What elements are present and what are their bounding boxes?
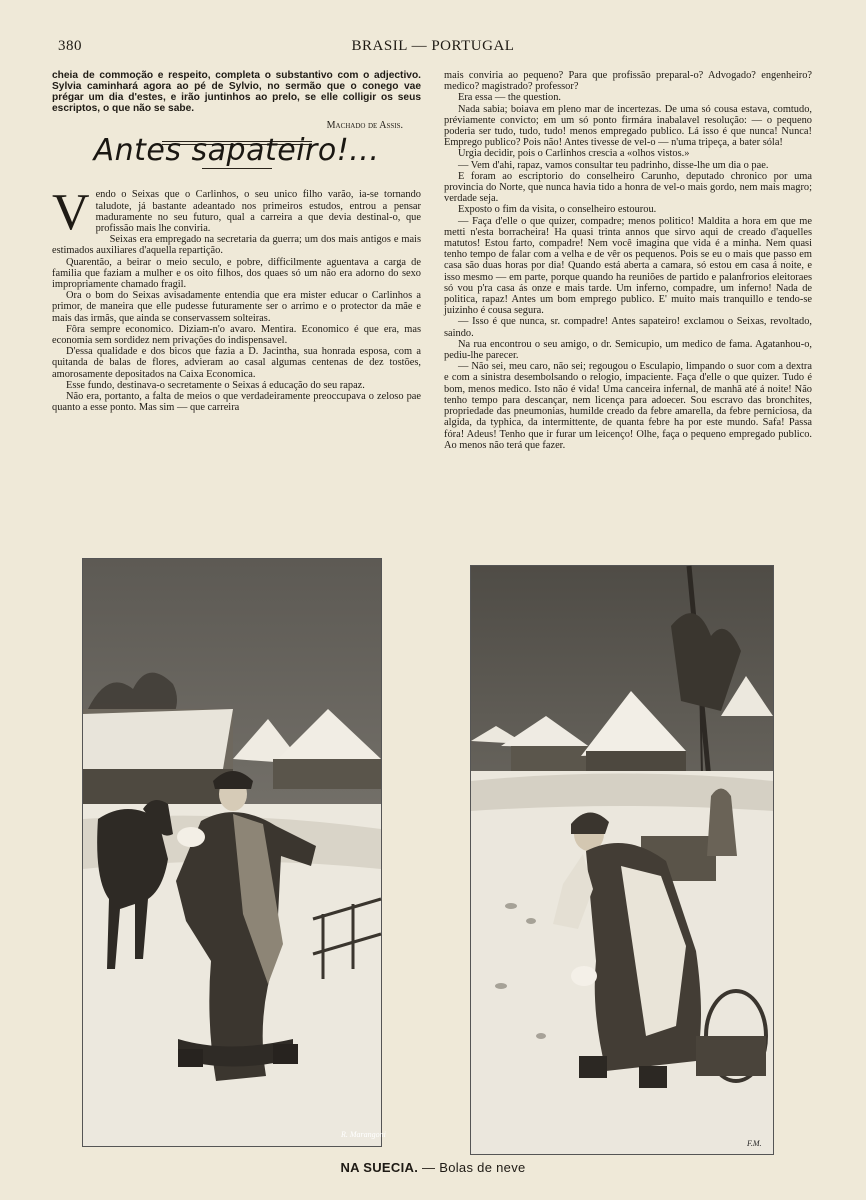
journal-title: BRASIL — PORTUGAL bbox=[351, 38, 515, 54]
article-paragraph: — Faça d'elle o que quizer, compadre; menos politico! Maldita a hora em que me metti n'esta borracheira! Ha quasi trinta annos que sirvo aqui de creado d'aquelles matutos! Estou farto, compadre! Nem você imagina que vida é a minha. Nem quasi tenho tempo de falar com a velha e de vêr os pequenos. Pois se eu o mais que passo em casa são duas horas por dia! Quando está aberta a camara, só estou em casa á noite, e isso mesmo — em parte, porque quando ha reuniões de partido e palanfrorios eleitoraes só vou p'ra casa ás onze e mais tarde. Um inferno, compadre, um inferno! Nada de politica, rapaz! Antes um bom emprego publico. E' muito mais tranquillo e tendo-se juizinho é cousa segura. bbox=[444, 215, 812, 317]
artist-signature-right: F.M. bbox=[747, 1139, 762, 1148]
article-paragraph: Na rua encontrou o seu amigo, o dr. Semicupio, um medico de fama. Agatanhou-o, pediu-lhe parecer. bbox=[444, 338, 812, 362]
article-paragraph: Esse fundo, destinava-o secretamente o Seixas á educação do seu rapaz. bbox=[66, 379, 365, 391]
illustration-snowball-thrower bbox=[82, 558, 386, 1147]
article-paragraph: Não era, portanto, a falta de meios o que verdadeiramente preoccupava o zeloso pae quanto a esse ponto. Mas sim — que carreira bbox=[52, 391, 421, 414]
article-paragraph: Quarentão, a beirar o meio seculo, e pobre, difficilmente aguentava a carga de familia que faziam a mulher e os oito filhos, dos quaes só um não era adorno do sexo impropriamente chamado fragil. bbox=[52, 256, 421, 291]
article-paragraph: Exposto o fim da visita, o conselheiro estourou. bbox=[458, 204, 657, 216]
article-title: Antes sapateiro!... bbox=[93, 133, 380, 169]
article-paragraph: E foram ao escriptorio do conselheiro Carunho, deputado chronico por uma provincia do Norte, que nunca havia tido a honra de vel-o mais gordo, nem mais magro; verdade seja. bbox=[444, 170, 812, 205]
article-paragraph: Seixas era empregado na secretaria da guerra; um dos mais antigos e mais estimados auxiliares d'aquella repartição. bbox=[52, 234, 421, 257]
illustration-caption bbox=[0, 1160, 866, 1175]
article-paragraph: — Vem d'ahi, rapaz, vamos consultar teu padrinho, disse-lhe um dia o pae. bbox=[458, 159, 769, 171]
article-paragraph: mais conviria ao pequeno? Para que profissão preparal-o? Advogado? engenheiro? medico? magistrado? professor? bbox=[444, 70, 812, 93]
article-paragraph: — Não sei, meu caro, não sei; regougou o Esculapio, limpando o suor com a dextra e com a sinistra desembolsando o relogio, impaciente. Faça d'elle o que quizer. Tudo é bom, menos medico. Isto não é vida! Uma canceira infernal, de manhã até á noite! Não tenho tempo para descançar, nem licença para adoecer. Sou escravo das bronchites, propriedade das pneumonias, humilde creado da febre amarella, da febre perniciosa, da algida, da typhica, da intermittente, de quanta febre ha por este mundo. Safa! Passa fóra! Adeus! Tenho que ir furar um leicenço! Olhe, faça o pequeno empregado publico. Ao menos não terá que fazer. bbox=[444, 361, 812, 451]
title-rule bbox=[202, 168, 272, 169]
left-column bbox=[52, 70, 421, 413]
page-number: 380 bbox=[58, 38, 82, 54]
article-paragraph: Ora o bom do Seixas avisadamente entendia que era mister educar o Carlinhos a primor, de maneira que elle pudesse futuramente ser o arrimo e o protector da mãe e mais das irmãs, que ainda se conservassem solteiras. bbox=[52, 290, 421, 324]
running-head bbox=[58, 38, 808, 58]
first-paragraph-text: endo o Seixas que o Carlinhos, o seu unico filho varão, ia-se tornando taludote, já bastante adeantado nos primeiros estudos, entrou a pensar maduramente no seu futuro, qual a carreira a que devia destinal-o, que profissão mais lhe conviria. bbox=[95, 189, 421, 235]
article-paragraph-first bbox=[52, 184, 421, 242]
right-column bbox=[444, 70, 812, 451]
previous-article-ending: cheia de commoção e respeito, completa o substantivo com o adjectivo. Sylvia caminhará agora ao pé de Sylvio, no sermão que o conego vae prégar um dia d'estes, e irão juntinhos ao prelo, se elle colligir os seus escriptos, o que não se sabe. bbox=[52, 70, 421, 114]
artist-signature-left: R. Marangoni bbox=[341, 1130, 386, 1139]
author-signature: Machado de Assis. bbox=[326, 120, 403, 131]
article-paragraph: Fôra sempre economico. Diziam-n'o avaro. Mentira. Economico é que era, mas economia sem sordidez nem privações do indispensavel. bbox=[52, 323, 421, 347]
drop-cap: V bbox=[52, 184, 90, 242]
article-paragraph: Era essa — the question. bbox=[458, 92, 562, 104]
article-paragraph: Nada sabia; boiava em pleno mar de incertezas. De uma só cousa estava, comtudo, préviamente convicto; em um só ponto firmára inabalavel resolução: — o pequeno poderia ser tudo, tudo, tudo! menos empregado publico. Lá isso é que nunca! Nunca! Emprego publico? Pois não! Antes tivesse de vel-o — n'uma tripeça, a bater sóla! bbox=[444, 103, 812, 149]
caption-title: — Bolas de neve bbox=[418, 1160, 526, 1175]
caption-place: NA SUECIA. bbox=[340, 1160, 419, 1175]
article-paragraph: — Isso é que nunca, sr. compadre! Antes sapateiro! exclamou o Seixas, revoltado, saindo. bbox=[444, 316, 812, 339]
article-paragraph: Urgia decidir, pois o Carlinhos crescia a «olhos vistos.» bbox=[458, 148, 690, 160]
article-paragraph: D'essa qualidade e dos bicos que fazia a D. Jacintha, sua honrada esposa, com a quitanda de balas de flores, advieram ao casal algumas centenas de dez tostões, amorosamente depositados na Caixa Economica. bbox=[52, 346, 421, 380]
illustration-snowball-maker bbox=[470, 565, 774, 1155]
